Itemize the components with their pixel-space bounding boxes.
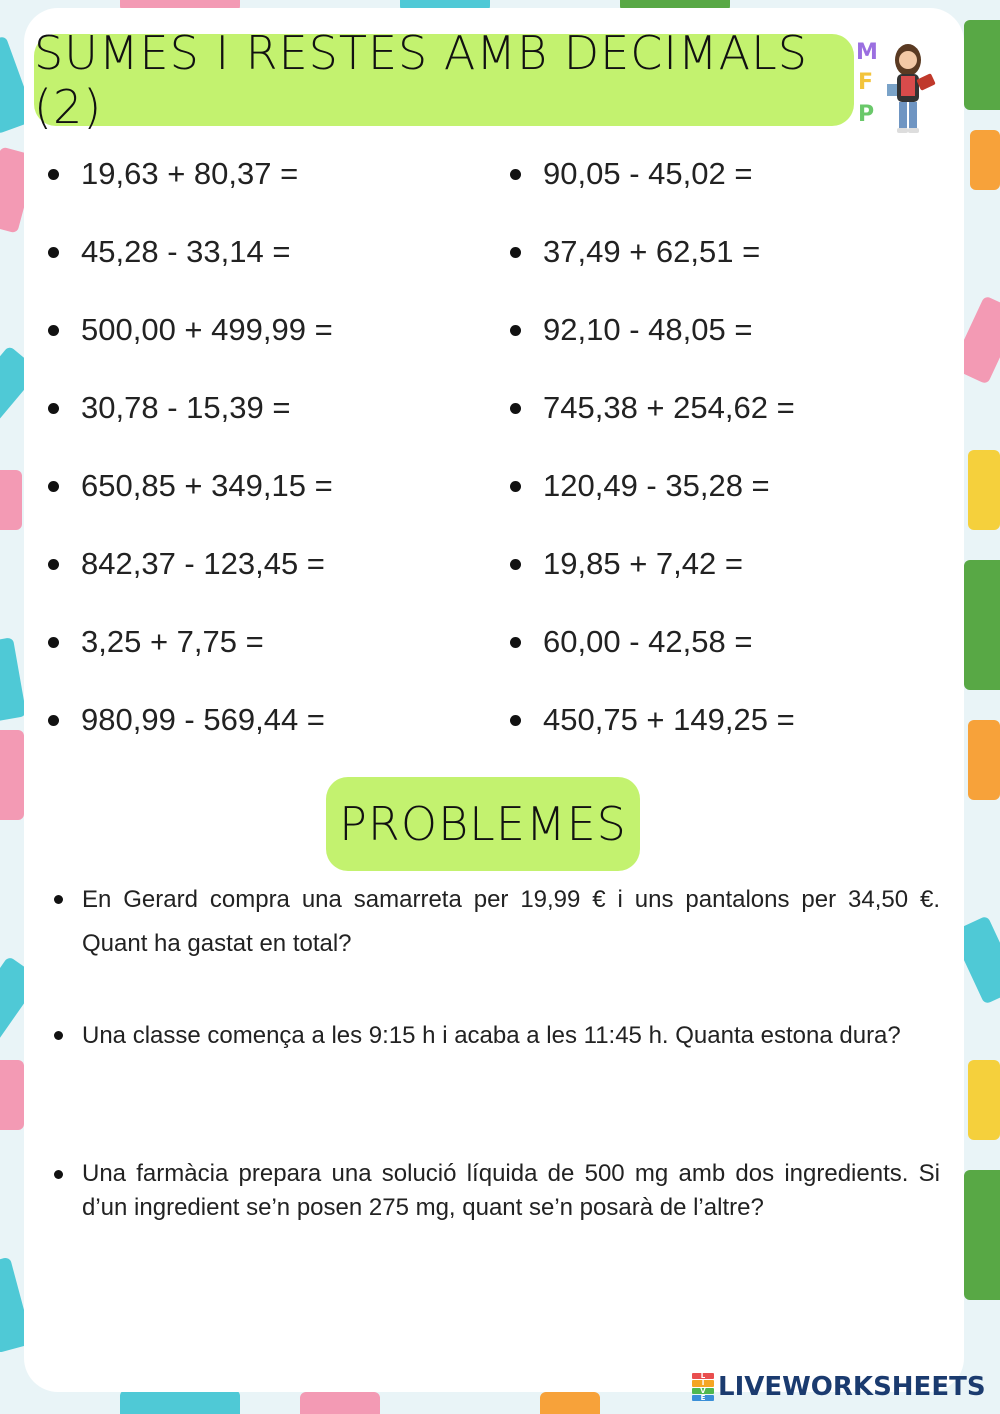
bullet-icon [510,481,521,492]
bullet-icon [54,1170,63,1179]
list-item: 980,99 - 569,44 = [48,700,325,740]
problem-item: En Gerard compra una samarreta per 19,99 € i uns pantalons per 34,50 €. Quant ha gastat en total? [54,878,940,966]
problem-item: Una farmàcia prepara una solució líquida de 500 mg amb dos ingredients. Si d’un ingredient se’n posen 275 mg, quant se’n posarà de l’altre? [54,1157,940,1225]
list-item: 37,49 + 62,51 = [510,232,760,272]
bullet-icon [48,637,59,648]
title-banner [34,26,854,134]
bullet-icon [510,247,521,258]
bullet-icon [510,325,521,336]
bullet-icon [510,637,521,648]
list-item: 30,78 - 15,39 = [48,388,290,428]
author-logo [856,40,956,136]
list-item: 120,49 - 35,28 = [510,466,770,506]
teacher-avatar-icon [882,40,952,136]
list-item: 19,85 + 7,42 = [510,544,743,584]
bullet-icon [48,481,59,492]
bullet-icon [48,715,59,726]
logo-letter-3: P [858,102,875,127]
list-item: 450,75 + 149,25 = [510,700,795,740]
bullet-icon [48,325,59,336]
bullet-icon [48,169,59,180]
problems-banner [326,777,640,871]
bullet-icon [510,715,521,726]
liveworksheets-brand: LIVEWORKSHEETS [718,1372,986,1402]
list-item: 90,05 - 45,02 = [510,154,752,194]
bullet-icon [510,559,521,570]
bullet-icon [48,559,59,570]
logo-letter-2: F [858,70,874,95]
bullet-icon [48,403,59,414]
list-item: 500,00 + 499,99 = [48,310,333,350]
list-item: 745,38 + 254,62 = [510,388,795,428]
list-item: 842,37 - 123,45 = [48,544,325,584]
bullet-icon [48,247,59,258]
problem-item: Una classe comença a les 9:15 h i acaba a les 11:45 h. Quanta estona dura? [54,1014,940,1058]
bullet-icon [54,895,63,904]
page-title: SUMES I RESTES AMB DECIMALS (2) [34,26,808,134]
list-item: 45,28 - 33,14 = [48,232,290,272]
list-item: 92,10 - 48,05 = [510,310,752,350]
bullet-icon [510,169,521,180]
list-item: 60,00 - 42,58 = [510,622,752,662]
liveworksheets-logo [692,1372,986,1402]
list-item: 650,85 + 349,15 = [48,466,333,506]
bullet-icon [54,1031,63,1040]
bullet-icon [510,403,521,414]
list-item: 19,63 + 80,37 = [48,154,298,194]
logo-letter-1: M [856,40,878,65]
list-item: 3,25 + 7,75 = [48,622,264,662]
liveworksheets-icon: L I V E [692,1373,714,1401]
problems-heading: PROBLEMES [339,797,627,851]
